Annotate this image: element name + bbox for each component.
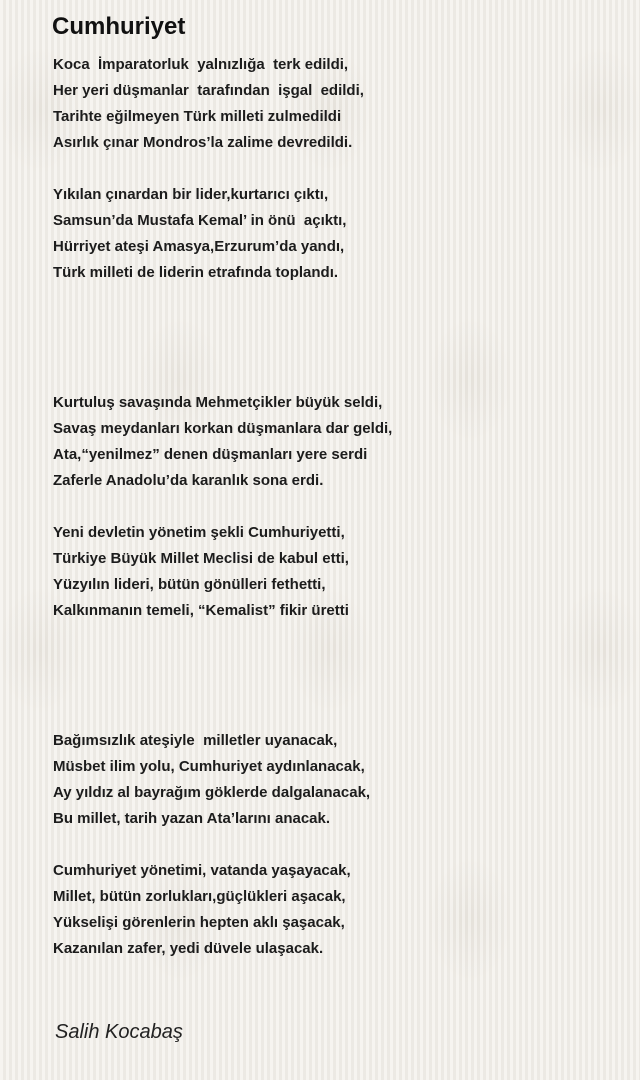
poem-line: Tarihte eğilmeyen Türk milleti zulmedildi: [53, 108, 342, 125]
poem-line: Her yeri düşmanlar tarafından işgal edildi,: [53, 82, 364, 99]
poem-line: Türkiye Büyük Millet Meclisi de kabul etti,: [53, 550, 349, 567]
poem-line: Kalkınmanın temeli, “Kemalist” fikir üretti: [53, 602, 349, 619]
poem-line: Yüzyılın lideri, bütün gönülleri fethetti,: [53, 576, 326, 593]
poem-line: Hürriyet ateşi Amasya,Erzurum’da yandı,: [53, 238, 345, 255]
poem-line: Müsbet ilim yolu, Cumhuriyet aydınlanacak,: [53, 758, 365, 775]
poem-line: Yükselişi görenlerin hepten aklı şaşacak,: [53, 914, 345, 931]
stanza: [53, 728, 613, 832]
poem-body: [53, 52, 613, 988]
poem-line: Kazanılan zafer, yedi düvele ulaşacak.: [53, 940, 324, 957]
poem-line: Koca İmparatorluk yalnızlığa terk edildi,: [53, 56, 349, 73]
poem-line: Ata,“yenilmez” denen düşmanları yere serdi: [53, 446, 368, 463]
poem-line: Bu millet, tarih yazan Ata’larını anacak.: [53, 810, 331, 827]
stanza: [53, 182, 613, 286]
stanza: [53, 52, 613, 156]
poem-line: Savaş meydanları korkan düşmanlara dar geldi,: [53, 420, 393, 437]
poem-line: Cumhuriyet yönetimi, vatanda yaşayacak,: [53, 862, 351, 879]
poem-line: Bağımsızlık ateşiyle milletler uyanacak,: [53, 732, 338, 749]
poem-line: Türk milleti de liderin etrafında toplandı.: [53, 264, 339, 281]
stanza: [53, 520, 613, 624]
poem-title: Cumhuriyet: [52, 13, 186, 40]
poem-line: Yeni devletin yönetim şekli Cumhuriyetti,: [53, 524, 345, 541]
poem-line: Asırlık çınar Mondros’la zalime devredildi.: [53, 134, 353, 151]
poem-line: Ay yıldız al bayrağım göklerde dalgalanacak,: [53, 784, 371, 801]
poem-line: Millet, bütün zorlukları,güçlükleri aşacak,: [53, 888, 346, 905]
poem-author: Salih Kocabaş: [55, 1021, 183, 1043]
poem-line: Zaferle Anadolu’da karanlık sona erdi.: [53, 472, 324, 489]
stanza: [53, 858, 613, 962]
poem-line: Yıkılan çınardan bir lider,kurtarıcı çıktı,: [53, 186, 329, 203]
poem-line: Samsun’da Mustafa Kemal’ in önü açıktı,: [53, 212, 347, 229]
poem-line: Kurtuluş savaşında Mehmetçikler büyük seldi,: [53, 394, 383, 411]
stanza: [53, 390, 613, 494]
